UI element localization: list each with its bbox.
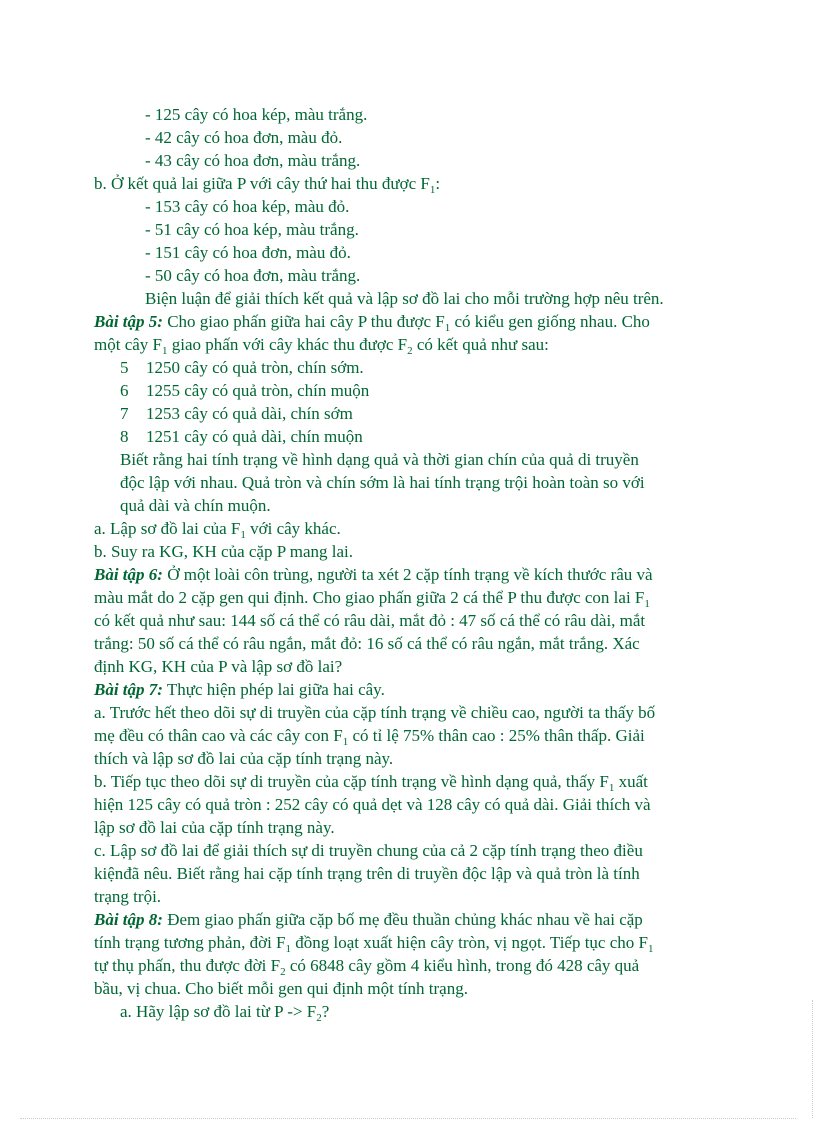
exercise-heading: Bài tập 7: <box>94 680 163 699</box>
text-run: 1251 cây có quả dài, chín muộn <box>146 427 363 446</box>
text-run: có kết quả như sau: <box>412 335 549 354</box>
page-bottom-border <box>20 1118 796 1119</box>
text-run: - 50 cây có hoa đơn, màu trắng. <box>145 266 361 285</box>
list-number: 7 <box>120 404 129 423</box>
text-run: - 51 cây có hoa kép, màu trắng. <box>145 220 359 239</box>
text-line <box>94 334 549 356</box>
text-run: đồng loạt xuất hiện cây tròn, vị ngọt. Tiếp tục cho F <box>291 933 648 952</box>
subscript: 1 <box>647 943 654 955</box>
text-run: bầu, vị chua. Cho biết mỗi gen qui định một tính trạng. <box>94 979 468 998</box>
text-line <box>94 840 643 862</box>
text-line <box>94 955 639 977</box>
text-run: giao phấn với cây khác thu được F <box>167 335 408 354</box>
text-run: độc lập với nhau. Quả tròn và chín sớm là hai tính trạng trội hoàn toàn so với <box>120 473 645 492</box>
text-run: một cây F <box>94 335 162 354</box>
text-line <box>120 449 639 471</box>
text-line <box>94 518 341 540</box>
text-run: - 151 cây có hoa đơn, màu đỏ. <box>145 243 351 262</box>
text-run: b. Ở kết quả lai giữa P với cây thứ hai thu được F <box>94 174 430 193</box>
text-line <box>94 587 650 609</box>
text-run: b. Suy ra KG, KH của cặp P mang lai. <box>94 542 354 561</box>
text-run: với cây khác. <box>245 519 341 538</box>
text-line <box>145 288 664 310</box>
subscript: 1 <box>285 943 292 955</box>
text-line <box>94 679 385 701</box>
text-line <box>94 978 468 1000</box>
text-run: quả dài và chín muộn. <box>120 496 271 515</box>
text-run: Cho giao phấn giữa hai cây P thu được F <box>162 312 445 331</box>
subscript: 1 <box>429 184 436 196</box>
exercise-heading: Bài tập 8: <box>94 910 163 929</box>
text-run: - 125 cây có hoa kép, màu trắng. <box>145 105 368 124</box>
page-right-border <box>812 1000 813 1118</box>
text-line <box>94 633 640 655</box>
list-number: 5 <box>120 358 129 377</box>
text-run: có kiểu gen giống nhau. Cho <box>450 312 650 331</box>
text-line <box>120 380 369 402</box>
text-run: thích và lập sơ đồ lai của cặp tính trạng này. <box>94 749 394 768</box>
exercise-heading: Bài tập 5: <box>94 312 163 331</box>
subscript: 2 <box>407 345 413 357</box>
subscript: 1 <box>162 345 168 357</box>
text-line <box>120 1001 329 1023</box>
list-number: 8 <box>120 427 129 446</box>
subscript: 1 <box>644 598 650 610</box>
text-run: có 6848 cây gồm 4 kiểu hình, trong đó 428 cây quả <box>285 956 640 975</box>
text-line <box>94 909 643 931</box>
text-line <box>94 702 655 724</box>
text-run: 1255 cây có quả tròn, chín muộn <box>146 381 370 400</box>
text-line <box>94 863 640 885</box>
text-run: 1253 cây có quả dài, chín sớm <box>146 404 353 423</box>
text-run: 1250 cây có quả tròn, chín sớm. <box>146 358 364 377</box>
text-run: Biện luận để giải thích kết quả và lập sơ đồ lai cho mỗi trường hợp nêu trên. <box>145 289 664 308</box>
text-run: tính trạng tương phản, đời F <box>94 933 286 952</box>
text-line <box>145 242 351 264</box>
subscript: 1 <box>608 782 615 794</box>
text-run: Thực hiện phép lai giữa hai cây. <box>162 680 385 699</box>
subscript: 2 <box>316 1012 322 1024</box>
text-line <box>94 610 645 632</box>
text-run: Đem giao phấn giữa cặp bố mẹ đều thuần chủng khác nhau về hai cặp <box>162 910 643 929</box>
text-run: có kết quả như sau: 144 số cá thể có râu dài, mắt đỏ : 47 số cá thể có râu dài, mắt <box>94 611 646 630</box>
text-run: c. Lập sơ đồ lai để giải thích sự di truyền chung của cả 2 cặp tính trạng theo điều <box>94 841 643 860</box>
text-line <box>94 541 353 563</box>
text-line <box>145 127 342 149</box>
text-line <box>94 173 440 195</box>
subscript: 2 <box>280 966 286 978</box>
text-run: có tỉ lệ 75% thân cao : 25% thân thấp. Giải <box>348 726 645 745</box>
text-run: Biết rằng hai tính trạng về hình dạng quả và thời gian chín của quả di truyền <box>120 450 639 469</box>
text-run: - 42 cây có hoa đơn, màu đỏ. <box>145 128 343 147</box>
text-line <box>120 403 353 425</box>
text-run: hiện 125 cây có quả tròn : 252 cây có quả dẹt và 128 cây có quả dài. Giải thích và <box>94 795 651 814</box>
text-line <box>120 472 645 494</box>
text-line <box>120 495 271 517</box>
subscript: 1 <box>342 736 349 748</box>
text-line <box>145 265 360 287</box>
text-run: trạng trội. <box>94 887 162 906</box>
exercise-heading: Bài tập 6: <box>94 565 163 584</box>
text-line <box>94 771 648 793</box>
subscript: 1 <box>240 529 246 541</box>
text-line <box>94 886 161 908</box>
text-run: mẹ đều có thân cao và các cây con F <box>94 726 343 745</box>
text-run: a. Hãy lập sơ đồ lai từ P -> F <box>120 1002 317 1021</box>
text-line <box>145 219 359 241</box>
text-line <box>94 564 653 586</box>
text-run: a. Lập sơ đồ lai của F <box>94 519 241 538</box>
text-run: trắng: 50 số cá thể có râu ngắn, mắt đỏ: 16 số cá thể có râu ngắn, mắt trắng. Xác <box>94 634 640 653</box>
text-run: định KG, KH của P và lập sơ đồ lai? <box>94 657 343 676</box>
text-run: ? <box>321 1002 330 1021</box>
text-line <box>94 656 342 678</box>
text-line <box>94 725 645 747</box>
text-run: lập sơ đồ lai của cặp tính trạng này. <box>94 818 335 837</box>
text-line <box>94 311 650 333</box>
text-run: màu mắt do 2 cặp gen qui định. Cho giao phấn giữa 2 cá thể P thu được con lai F <box>94 588 645 607</box>
text-run: kiệnđã nêu. Biết rằng hai cặp tính trạng trên di truyền độc lập và quả tròn là tính <box>94 864 640 883</box>
list-number: 6 <box>120 381 129 400</box>
subscript: 1 <box>444 322 451 334</box>
text-run: a. Trước hết theo dõi sự di truyền của cặp tính trạng về chiều cao, người ta thấy bố <box>94 703 656 722</box>
text-run: Ở một loài côn trùng, người ta xét 2 cặp tính trạng về kích thước râu và <box>162 565 653 584</box>
text-run: tự thụ phấn, thu được đời F <box>94 956 281 975</box>
text-line <box>94 817 335 839</box>
text-run: - 43 cây có hoa đơn, màu trắng. <box>145 151 361 170</box>
text-run: xuất <box>614 772 648 791</box>
text-line <box>145 150 360 172</box>
text-line <box>120 426 363 448</box>
text-line <box>94 794 651 816</box>
text-run: : <box>435 174 441 193</box>
text-line <box>145 104 367 126</box>
text-run: b. Tiếp tục theo dõi sự di truyền của cặp tính trạng về hình dạng quả, thấy F <box>94 772 609 791</box>
text-line <box>94 748 393 770</box>
text-line <box>120 357 364 379</box>
text-run: - 153 cây có hoa kép, màu đỏ. <box>145 197 350 216</box>
text-line <box>94 932 653 954</box>
text-line <box>145 196 349 218</box>
